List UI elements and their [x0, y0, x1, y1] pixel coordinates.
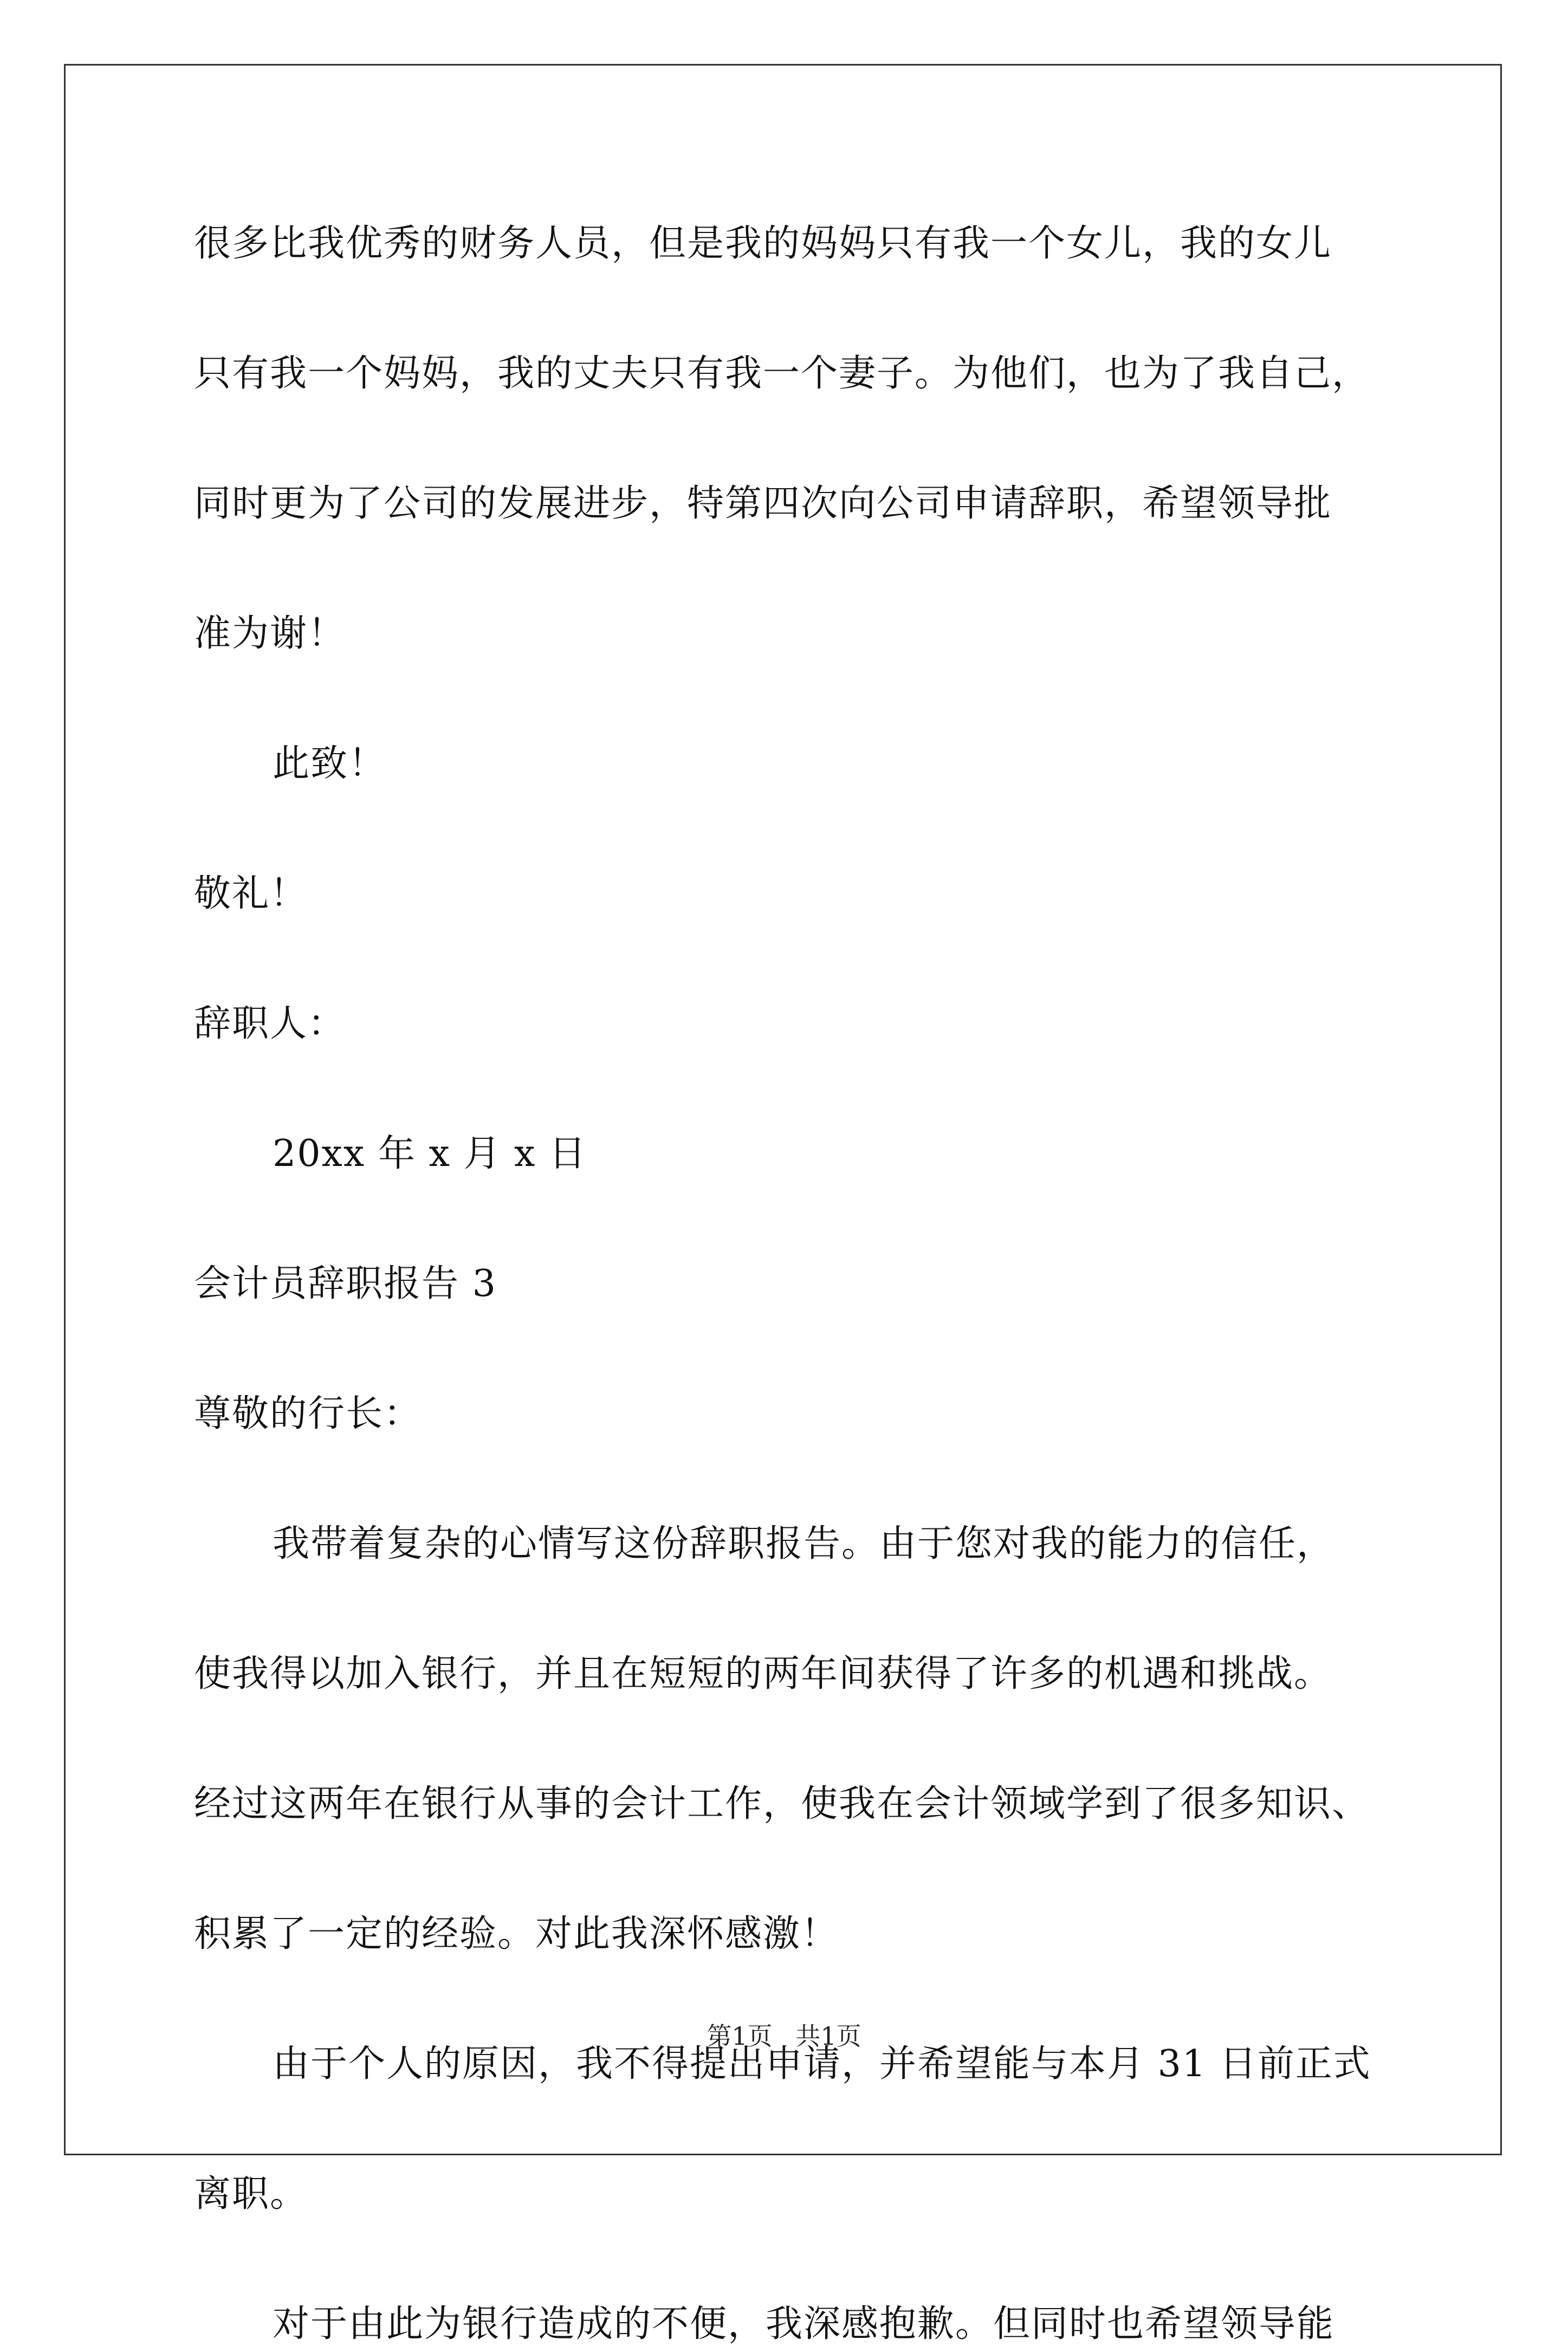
text-line: 同时更为了公司的发展进步，特第四次向公司申请辞职，希望领导批 [194, 482, 1332, 525]
text-line: 此致！ [273, 742, 387, 785]
text-line: 积累了一定的经验。对此我深怀感激！ [194, 1913, 839, 1955]
page-number: 第1页 [707, 2021, 773, 2051]
text-line: 尊敬的行长： [194, 1392, 422, 1435]
text-line: 会计员辞职报告 3 [194, 1262, 497, 1305]
total-pages: 共1页 [795, 2021, 861, 2051]
text-line: 我带着复杂的心情写这份辞职报告。由于您对我的能力的信任， [273, 1522, 1335, 1565]
page-footer [0, 2021, 1568, 2051]
text-line: 离职。 [194, 2173, 308, 2215]
text-line: 由于个人的原因，我不得提出申请，并希望能与本月 31 日前正式 [273, 2043, 1371, 2085]
text-line: 对于由此为银行造成的不便，我深感抱歉。但同时也希望领导能 [273, 2303, 1335, 2345]
text-line: 敬礼！ [194, 872, 308, 915]
text-line: 20xx 年 x 月 x 日 [273, 1132, 587, 1175]
text-line: 很多比我优秀的财务人员，但是我的妈妈只有我一个女儿，我的女儿 [194, 222, 1332, 265]
text-line: 准为谢！ [194, 612, 346, 655]
text-line: 辞职人： [194, 1002, 346, 1045]
text-line: 只有我一个妈妈，我的丈夫只有我一个妻子。为他们，也为了我自己， [194, 352, 1370, 395]
text-line: 经过这两年在银行从事的会计工作，使我在会计领域学到了很多知识、 [194, 1783, 1370, 1825]
text-line: 使我得以加入银行，并且在短短的两年间获得了许多的机遇和挑战。 [194, 1652, 1332, 1695]
